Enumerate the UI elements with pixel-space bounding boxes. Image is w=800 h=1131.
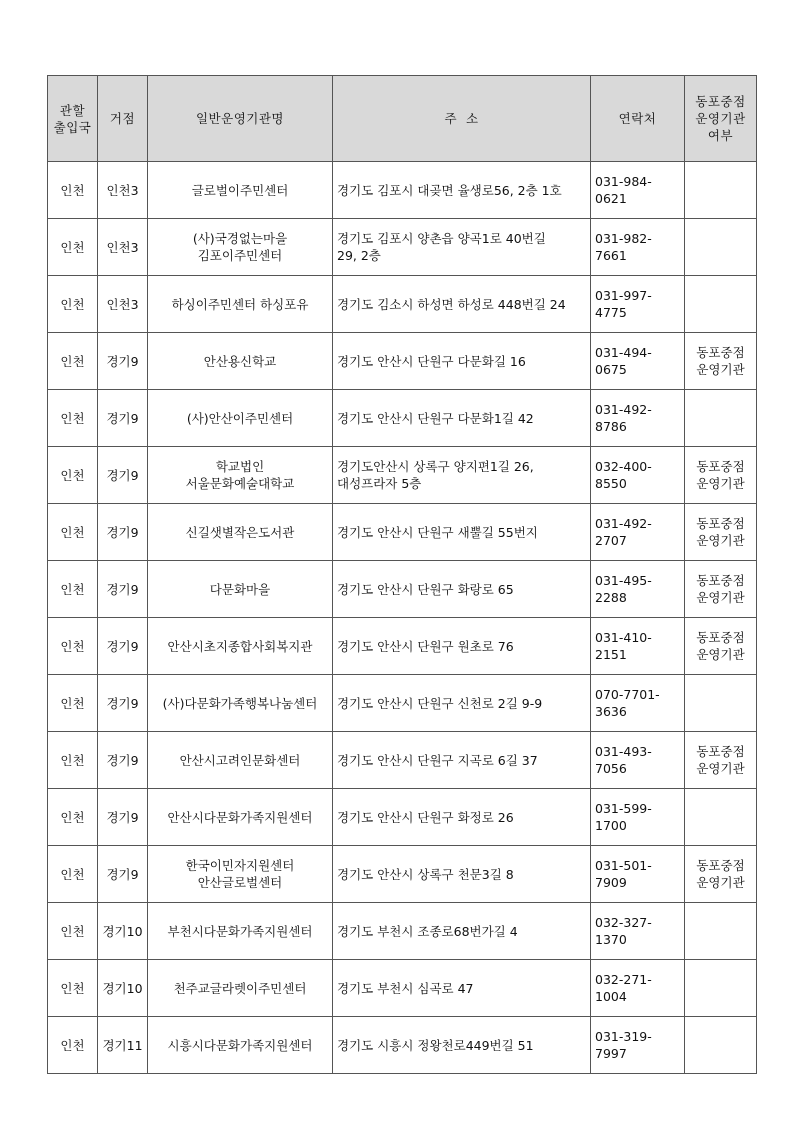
cell-name	[148, 903, 333, 960]
cell-name	[148, 618, 333, 675]
cell-address	[333, 789, 591, 846]
header-site	[98, 76, 148, 162]
table-row	[48, 561, 757, 618]
cell-address	[333, 960, 591, 1017]
institution-name-line: 서울문화예술대학교	[185, 476, 295, 491]
table-row	[48, 390, 757, 447]
cell-phone: 070-7701-3636	[591, 675, 685, 732]
cell-address	[333, 162, 591, 219]
header-dongpo	[685, 76, 757, 162]
institution-name-line: 안산시다문화가족지원센터	[167, 809, 313, 825]
cell-dongpo	[685, 504, 757, 561]
cell-address	[333, 1017, 591, 1074]
address-line: 대성프라자 5층	[337, 476, 422, 491]
cell-dongpo	[685, 333, 757, 390]
address-line: 29, 2층	[337, 248, 381, 263]
cell-region: 인천	[48, 162, 98, 219]
institution-name-line: (사)안산이주민센터	[186, 410, 294, 426]
header-address	[333, 76, 591, 162]
header-dongpo-line: 동포중점	[695, 94, 746, 109]
cell-region: 인천	[48, 789, 98, 846]
header-name	[148, 76, 333, 162]
cell-site: 경기10	[98, 960, 148, 1017]
cell-address	[333, 276, 591, 333]
header-address-line: 주 소	[444, 111, 479, 126]
address-line: 경기도 부천시 심곡로 47	[337, 980, 474, 996]
table-row	[48, 732, 757, 789]
cell-site: 인천3	[98, 219, 148, 276]
institution-name-line: 글로벌이주민센터	[191, 182, 289, 198]
dongpo-badge-line: 동포중점	[696, 630, 745, 645]
cell-address	[333, 846, 591, 903]
institution-name-line: 다문화마을	[209, 581, 271, 597]
cell-region: 인천	[48, 561, 98, 618]
cell-name	[148, 960, 333, 1017]
cell-site: 경기10	[98, 903, 148, 960]
cell-phone: 031-494-0675	[591, 333, 685, 390]
dongpo-badge-line: 동포중점	[696, 858, 745, 873]
header-row	[48, 76, 757, 162]
table-row	[48, 846, 757, 903]
cell-name	[148, 732, 333, 789]
address-line: 경기도 안산시 단원구 지곡로 6길 37	[337, 752, 538, 768]
cell-region: 인천	[48, 960, 98, 1017]
cell-address	[333, 903, 591, 960]
header-dongpo-line: 여부	[707, 128, 734, 143]
address-line: 경기도 안산시 단원구 신천로 2길 9-9	[337, 695, 543, 711]
dongpo-badge-line: 운영기관	[696, 362, 745, 377]
table-row	[48, 162, 757, 219]
institution-name-line: 시흥시다문화가족지원센터	[167, 1037, 313, 1053]
cell-name	[148, 789, 333, 846]
cell-address	[333, 219, 591, 276]
dongpo-badge-line: 운영기관	[696, 590, 745, 605]
cell-dongpo	[685, 219, 757, 276]
cell-site: 경기9	[98, 789, 148, 846]
cell-site: 인천3	[98, 276, 148, 333]
dongpo-badge-line: 운영기관	[696, 761, 745, 776]
dongpo-badge-line: 운영기관	[696, 476, 745, 491]
cell-dongpo	[685, 618, 757, 675]
institution-name-line: (사)다문화가족행복나눔센터	[162, 695, 318, 711]
cell-site: 경기9	[98, 561, 148, 618]
cell-phone: 031-493-7056	[591, 732, 685, 789]
cell-region: 인천	[48, 390, 98, 447]
address-line: 경기도 김소시 하성면 하성로 448번길 24	[337, 296, 566, 312]
cell-name	[148, 219, 333, 276]
cell-address	[333, 333, 591, 390]
dongpo-badge-line: 운영기관	[696, 875, 745, 890]
header-phone	[591, 76, 685, 162]
cell-dongpo	[685, 1017, 757, 1074]
cell-phone: 031-410-2151	[591, 618, 685, 675]
cell-region: 인천	[48, 675, 98, 732]
institution-name-line: 김포이주민센터	[197, 248, 283, 263]
cell-address	[333, 390, 591, 447]
cell-address	[333, 561, 591, 618]
table-row	[48, 504, 757, 561]
cell-phone: 031-997-4775	[591, 276, 685, 333]
header-region-line: 관할	[59, 102, 86, 118]
header-name-line: 일반운영기관명	[195, 111, 285, 126]
table-row	[48, 1017, 757, 1074]
cell-address	[333, 504, 591, 561]
cell-name	[148, 162, 333, 219]
institution-name-line: 신길샛별작은도서관	[185, 524, 295, 540]
cell-phone: 031-319-7997	[591, 1017, 685, 1074]
cell-region: 인천	[48, 333, 98, 390]
institution-name-line: 안산글로벌센터	[197, 875, 283, 890]
cell-phone: 031-982-7661	[591, 219, 685, 276]
table-body	[48, 162, 757, 1074]
cell-phone: 032-271-1004	[591, 960, 685, 1017]
cell-site: 경기9	[98, 846, 148, 903]
cell-site: 경기9	[98, 618, 148, 675]
table-row	[48, 960, 757, 1017]
cell-region: 인천	[48, 846, 98, 903]
cell-region: 인천	[48, 618, 98, 675]
cell-dongpo	[685, 162, 757, 219]
cell-name	[148, 447, 333, 504]
institution-name-line: 천주교글라렛이주민센터	[173, 980, 307, 996]
cell-dongpo	[685, 447, 757, 504]
cell-site: 경기9	[98, 675, 148, 732]
institution-name-line: 한국이민자지원센터	[185, 858, 295, 873]
cell-site: 경기9	[98, 447, 148, 504]
address-line: 경기도 김포시 대곶면 율생로56, 2층 1호	[337, 182, 562, 198]
cell-address	[333, 618, 591, 675]
header-dongpo-line: 운영기관	[695, 111, 746, 126]
address-line: 경기도 안산시 단원구 화랑로 65	[337, 581, 514, 597]
institution-name-line: 안산시초지종합사회복지관	[167, 638, 313, 654]
institution-name-line: 안산시고려인문화센터	[179, 752, 301, 768]
dongpo-badge-line: 운영기관	[696, 647, 745, 662]
cell-region: 인천	[48, 219, 98, 276]
cell-phone: 031-492-2707	[591, 504, 685, 561]
cell-dongpo	[685, 390, 757, 447]
cell-site: 경기9	[98, 504, 148, 561]
header-region	[48, 76, 98, 162]
institution-name-line: 안산용신학교	[203, 353, 277, 369]
cell-region: 인천	[48, 1017, 98, 1074]
cell-region: 인천	[48, 732, 98, 789]
cell-name	[148, 333, 333, 390]
cell-name	[148, 276, 333, 333]
cell-site: 경기9	[98, 390, 148, 447]
table-row	[48, 618, 757, 675]
institution-name-line: (사)국경없는마을	[192, 231, 288, 246]
header-site-line: 거점	[109, 111, 136, 126]
address-line: 경기도 안산시 단원구 다문화길 16	[337, 353, 526, 369]
address-line: 경기도 시흥시 정왕천로449번길 51	[337, 1037, 534, 1053]
dongpo-badge-line: 동포중점	[696, 573, 745, 588]
dongpo-badge-line: 동포중점	[696, 345, 745, 360]
cell-name	[148, 675, 333, 732]
dongpo-badge-line: 동포중점	[696, 516, 745, 531]
cell-dongpo	[685, 846, 757, 903]
table-row	[48, 219, 757, 276]
cell-name	[148, 504, 333, 561]
cell-dongpo	[685, 561, 757, 618]
table-row	[48, 447, 757, 504]
institution-name-line: 하싱이주민센터 하싱포유	[171, 296, 309, 312]
address-line: 경기도안산시 상록구 양지편1길 26,	[337, 459, 534, 474]
cell-region: 인천	[48, 903, 98, 960]
cell-region: 인천	[48, 276, 98, 333]
header-region-line: 출입국	[53, 119, 92, 135]
table-row	[48, 789, 757, 846]
address-line: 경기도 안산시 단원구 원초로 76	[337, 638, 514, 654]
cell-site: 경기11	[98, 1017, 148, 1074]
cell-name	[148, 561, 333, 618]
cell-name	[148, 390, 333, 447]
cell-phone: 031-501-7909	[591, 846, 685, 903]
institution-name-line: 학교법인	[215, 459, 265, 474]
cell-phone: 031-492-8786	[591, 390, 685, 447]
table-row	[48, 675, 757, 732]
cell-address	[333, 732, 591, 789]
address-line: 경기도 안산시 단원구 다문화1길 42	[337, 410, 534, 426]
address-line: 경기도 김포시 양촌읍 양곡1로 40번길	[337, 231, 546, 246]
cell-phone: 032-400-8550	[591, 447, 685, 504]
cell-name	[148, 846, 333, 903]
table-row	[48, 333, 757, 390]
cell-dongpo	[685, 960, 757, 1017]
cell-dongpo	[685, 732, 757, 789]
cell-dongpo	[685, 903, 757, 960]
cell-phone: 032-327-1370	[591, 903, 685, 960]
cell-phone: 031-495-2288	[591, 561, 685, 618]
table-row	[48, 903, 757, 960]
institution-table	[47, 75, 757, 1074]
cell-dongpo	[685, 276, 757, 333]
address-line: 경기도 안산시 상록구 천문3길 8	[337, 866, 514, 882]
cell-phone: 031-599-1700	[591, 789, 685, 846]
cell-phone: 031-984-0621	[591, 162, 685, 219]
dongpo-badge-line: 동포중점	[696, 459, 745, 474]
institution-name-line: 부천시다문화가족지원센터	[167, 923, 313, 939]
cell-site: 경기9	[98, 732, 148, 789]
table-row	[48, 276, 757, 333]
cell-site: 인천3	[98, 162, 148, 219]
dongpo-badge-line: 운영기관	[696, 533, 745, 548]
dongpo-badge-line: 동포중점	[696, 744, 745, 759]
cell-region: 인천	[48, 447, 98, 504]
address-line: 경기도 안산시 단원구 화정로 26	[337, 809, 514, 825]
cell-address	[333, 447, 591, 504]
address-line: 경기도 부천시 조종로68번가길 4	[337, 923, 518, 939]
cell-dongpo	[685, 789, 757, 846]
address-line: 경기도 안산시 단원구 새뿔길 55번지	[337, 524, 538, 540]
cell-region: 인천	[48, 504, 98, 561]
cell-name	[148, 1017, 333, 1074]
cell-site: 경기9	[98, 333, 148, 390]
cell-dongpo	[685, 675, 757, 732]
header-phone-line: 연락처	[618, 111, 657, 126]
cell-address	[333, 675, 591, 732]
